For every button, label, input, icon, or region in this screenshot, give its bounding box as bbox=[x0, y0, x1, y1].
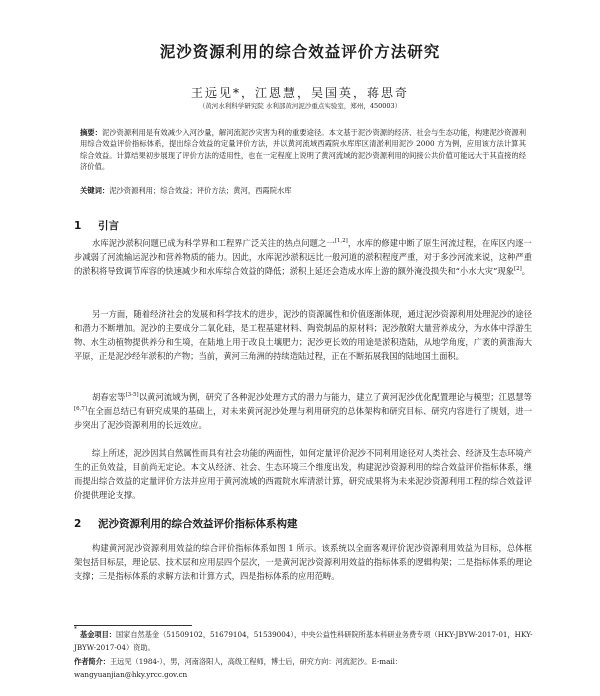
citation: [2] bbox=[513, 266, 522, 273]
citation: [1,2] bbox=[334, 238, 348, 245]
section-2-paragraph-1: 构建黄河泥沙资源利用效益的综合评价指标体系如图 1 所示。该系统以全面客观评价泥沙资源利用效益为目标，总体框架包括目标层，理论层、技术层和应用层四个层次，一是黄河泥沙资源利用效益的指标体系的逻辑构架；二是指标体系的理论支撑；三是指标体系的求解方法和计算方式，四是指标体系的应用范畴。 bbox=[74, 543, 532, 582]
footnote-author bbox=[74, 656, 534, 681]
abstract-text: 泥沙资源利用是有效减少入河沙量，解河流泥沙灾害为利的重要途径。本文基于泥沙资源的经济、社会与生态功能，构建泥沙资源利用综合效益评价指标体系，提出综合效益的定量评价方法，并以黄河流域西霞院水库库区清淤利用泥沙 2000 方为例，应用该方法计算其综合效益。计算结果初步展现了评价方法的适用性，也在一定程度上说明了黄河流域的泥沙资源利用的间接公共价值可能远大于其直接的经济价值。 bbox=[80, 128, 526, 171]
funding-text: 国家自然基金（51509102，51679104，51539004），中央公益性科研院所基本科研业务费专项（HKY-JBYW-2017-01，HKY-JBYW-2017-04）资助。 bbox=[74, 630, 533, 652]
affiliation: （黄河水利科学研究院 水利部黄河泥沙重点实验室，郑州，450003） bbox=[198, 102, 402, 110]
author-bio-text: 王远见（1984-），男，河南洛阳人，高级工程师，博士后，研究方向：河流泥沙。E-mail： bbox=[109, 657, 403, 666]
abstract-label: 摘要： bbox=[80, 128, 102, 137]
section-1-paragraph-3: 胡春宏等[3-5]以黄河流域为例，研究了各种泥沙处理方式的潜力与能力，建立了黄河泥沙优化配置理论与模型；江恩慧等[6,7]在全面总结已有研究成果的基础上，对未来黄河泥沙处理与利用研究的总体架构和研究目标、研究内容进行了规划，进一步突出了泥沙资源利用的长远效应。 bbox=[74, 392, 532, 431]
section-1-number: 1 bbox=[74, 220, 82, 232]
keywords-text: 泥沙资源利用；综合效益；评价方法；黄河，西霞院水库 bbox=[109, 186, 292, 195]
keywords bbox=[80, 185, 526, 196]
section-2-title: 泥沙资源利用的综合效益评价指标体系构建 bbox=[98, 518, 298, 530]
citation: [3-5] bbox=[125, 392, 139, 399]
funding-label: 基金项目： bbox=[80, 630, 116, 639]
citation: [6,7] bbox=[74, 406, 88, 413]
section-1-title: 引言 bbox=[98, 220, 119, 232]
abstract bbox=[80, 127, 526, 172]
section-2-heading bbox=[74, 516, 298, 531]
footnote-divider bbox=[74, 625, 192, 626]
author-email-link[interactable]: wangyuanjian@hky.yrcc.gov.cn bbox=[74, 669, 188, 679]
section-1-paragraph-1: 水库泥沙淤积问题已成为科学界和工程界广泛关注的热点问题之一[1,2]，水库的修建中断了原生河流过程，在库区内逐一步减弱了河流输运泥沙和营养物质的能力。因此，水库泥沙淤积远比一般河道的淤积程度严重，对于多沙河流来说，这种严重的淤积将导致调节库容的快速减少和水库综合效益的降低；淤积上延还会造成水库上游的额外淹没损失和“小水大灾”现象[2]。 bbox=[74, 238, 532, 277]
footnote-funding bbox=[74, 629, 534, 654]
section-1-paragraph-4: 综上所述，泥沙因其自然属性而具有社会功能的两面性，如何定量评价泥沙不同利用途径对人类社会、经济及生态环境产生的正负效益，目前尚无定论。本文从经济、社会、生态环境三个维度出发，构建泥沙资源利用的综合效益评价指标体系，继而提出综合效益的定量评价方法并应用于黄河流域的西霞院水库清淤计算，研究成果将为未来泥沙资源利用工程的综合效益评价提供理论支撑。 bbox=[74, 448, 532, 501]
author-list: 王远见*，江恩慧，吴国英，蒋思奇 bbox=[190, 86, 409, 100]
paper-title: 泥沙资源利用的综合效益评价方法研究 bbox=[159, 43, 441, 61]
section-1-paragraph-2: 另一方面，随着经济社会的发展和科学技术的进步，泥沙的资源属性和价值逐渐体现，通过泥沙资源利用处理泥沙的途径和潜力不断增加。泥沙的主要成分二氧化硅，是工程基建材料、陶瓷制品的原材料；泥沙散附大量营养成分，为水体中浮游生物、水生动植物提供养分和生境，在陆地上用于改良土壤肥力；泥沙更长效的用途是淤积造陆，从地学角度，广袤的黄淮海大平原，正是泥沙经年淤积的产物；当前，黄河三角洲的持续造陆过程，正在不断拓展我国的陆地国土面积。 bbox=[74, 309, 532, 362]
keywords-label: 关键词： bbox=[80, 186, 110, 195]
footnote-mark: * bbox=[74, 626, 77, 633]
author-bio-label: 作者简介： bbox=[74, 657, 110, 666]
section-2-number: 2 bbox=[74, 518, 82, 530]
section-1-heading bbox=[74, 218, 119, 233]
